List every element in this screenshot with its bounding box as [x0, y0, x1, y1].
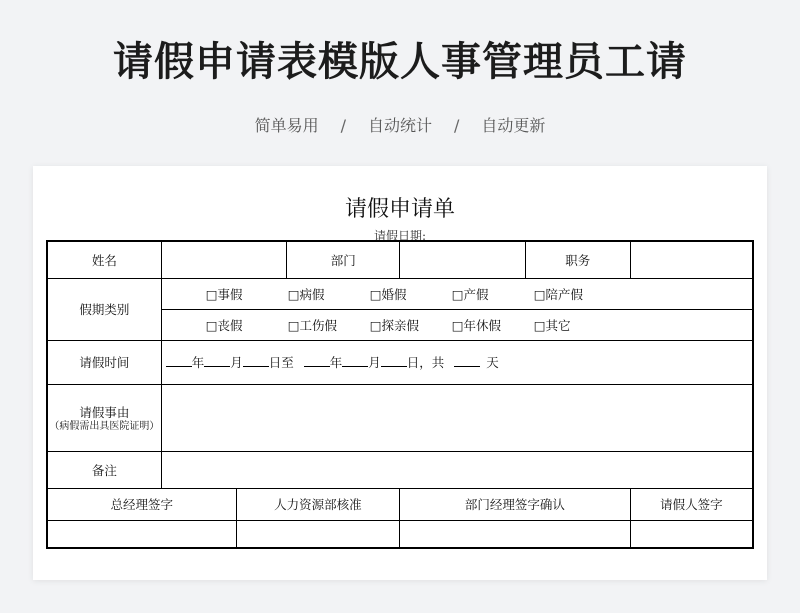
reason-label-cell: [47, 384, 161, 451]
dept-manager-signature-field[interactable]: [400, 520, 631, 548]
year2-text: 年: [329, 355, 343, 370]
leave-time-label: 请假时间: [47, 340, 161, 384]
page-title: 请假申请表模版人事管理员工请: [113, 39, 687, 85]
reason-field[interactable]: [161, 384, 753, 451]
end-month-blank[interactable]: [342, 354, 368, 367]
gm-signature-label: 总经理签字: [47, 488, 236, 520]
year-text: 年: [191, 355, 205, 370]
position-label: 职务: [525, 241, 630, 278]
start-month-blank[interactable]: [204, 354, 230, 367]
name-field[interactable]: [161, 241, 287, 278]
start-year-blank[interactable]: [166, 354, 192, 367]
hr-approval-field[interactable]: [236, 520, 400, 548]
department-label: 部门: [287, 241, 400, 278]
dept-manager-signature-label: 部门经理签字确认: [400, 488, 631, 520]
leave-date-label: 请假日期:: [373, 229, 427, 243]
reason-label: 请假事由: [79, 404, 130, 420]
month2-text: 月: [368, 355, 381, 370]
hr-approval-label: 人力资源部核准: [236, 488, 400, 520]
leave-application-table: [46, 240, 754, 549]
leave-option-other[interactable]: □其它: [533, 317, 571, 333]
applicant-signature-field[interactable]: [630, 520, 753, 548]
leave-type-row-1: [161, 278, 753, 309]
leave-option-bereavement[interactable]: □丧假: [205, 317, 243, 333]
leave-type-row-2: [161, 309, 753, 340]
position-field[interactable]: [630, 241, 753, 278]
applicant-signature-label: 请假人签字: [630, 488, 753, 520]
department-field[interactable]: [400, 241, 526, 278]
feature-tagline: [0, 113, 800, 136]
start-day-blank[interactable]: [243, 354, 269, 367]
remarks-field[interactable]: [161, 451, 753, 488]
leave-option-work-injury[interactable]: □工伤假: [287, 317, 337, 333]
leave-type-label: 假期类别: [47, 278, 161, 340]
feature-auto-update: 自动更新: [481, 116, 546, 135]
name-label: 姓名: [47, 241, 161, 278]
leave-option-sick[interactable]: □病假: [287, 286, 325, 302]
separator: /: [454, 116, 460, 135]
total-days-blank[interactable]: [454, 354, 480, 367]
feature-auto-stats: 自动统计: [367, 116, 432, 135]
days-text: 天: [486, 355, 499, 370]
month-text: 月: [230, 355, 243, 370]
leave-time-field[interactable]: [161, 340, 753, 384]
leave-option-family-visit[interactable]: □探亲假: [369, 317, 419, 333]
day-total-text: 日，共: [406, 355, 445, 370]
leave-option-paternity[interactable]: □陪产假: [533, 286, 583, 302]
end-day-blank[interactable]: [381, 354, 407, 367]
separator: /: [340, 116, 346, 135]
leave-option-marriage[interactable]: □婚假: [369, 286, 407, 302]
form-title: 请假申请单: [344, 197, 455, 222]
leave-option-personal[interactable]: □事假: [205, 286, 243, 302]
leave-option-annual[interactable]: □年休假: [451, 317, 501, 333]
end-year-blank[interactable]: [304, 354, 330, 367]
leave-option-maternity[interactable]: □产假: [451, 286, 489, 302]
reason-note: （病假需出具医院证明）: [49, 420, 160, 432]
feature-easy: 简单易用: [254, 116, 319, 135]
gm-signature-field[interactable]: [47, 520, 236, 548]
remarks-label: 备注: [47, 451, 161, 488]
day-to-text: 日至: [268, 355, 294, 370]
